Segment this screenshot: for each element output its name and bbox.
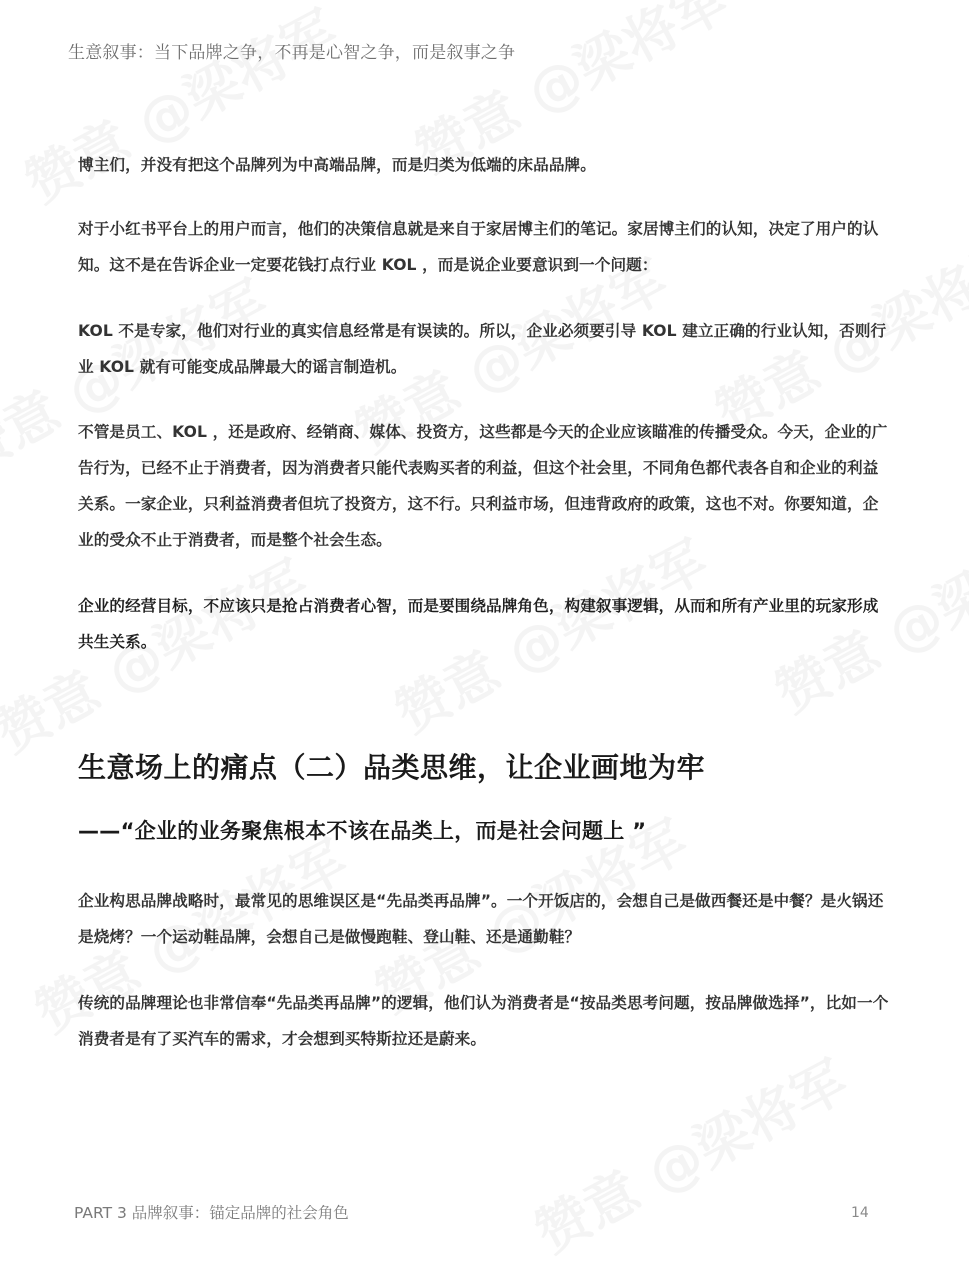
body-paragraph: 对于小红书平台上的用户而言，他们的决策信息就是来自于家居博主们的笔记。家居博主们的认知，决定了用户的认知。这不是在告诉企业一定要花钱打点行业 KOL ，而是说企业要意识到一个问题：: [78, 220, 879, 274]
body-paragraph: 博主们，并没有把这个品牌列为中高端品牌，而是归类为低端的床品品牌。: [78, 156, 596, 174]
footer-chapter: PART 3 品牌叙事：锚定品牌的社会角色: [74, 1204, 349, 1222]
running-header: 生意叙事：当下品牌之争，不再是心智之争，而是叙事之争: [68, 43, 516, 63]
body-paragraph-emphasis: 企业的经营目标，不应该只是抢占消费者心智，而是要围绕品牌角色，构建叙事逻辑，从而和所有产业里的玩家形成共生关系。: [78, 597, 879, 651]
body-paragraph: KOL 不是专家，他们对行业的真实信息经常是有误读的。所以，企业必须要引导 KOL 建立正确的行业认知，否则行业 KOL 就有可能变成品牌最大的谣言制造机。: [78, 322, 887, 376]
page-number: 14: [851, 1205, 869, 1221]
body-paragraph: 不管是员工、KOL ，还是政府、经销商、媒体、投资方，这些都是今天的企业应该瞄准的传播受众。今天，企业的广告行为，已经不止于消费者，因为消费者只能代表购买者的利益，但这个社会里，不同角色都代表各自和企业的利益关系。一家企业，只利益消费者但坑了投资方，这不行。只利益市场，但违背政府的政策，这也不对。你要知道，企业的受众不止于消费者，而是整个社会生态。: [78, 423, 888, 549]
body-paragraph: 企业构思品牌战略时，最常见的思维误区是“先品类再品牌”。一个开饭店的，会想自己是做西餐还是中餐？是火锅还是烧烤？一个运动鞋品牌，会想自己是做慢跑鞋、登山鞋、还是通勤鞋？: [78, 892, 884, 946]
section-heading: 生意场上的痛点（二）品类思维，让企业画地为牢: [78, 751, 706, 784]
watermark-text: [10, 0, 349, 218]
watermark-text: [520, 1039, 859, 1268]
section-subheading: ——“企业的业务聚焦根本不该在品类上，而是社会问题上 ”: [78, 819, 647, 843]
body-paragraph: 传统的品牌理论也非常信奉“先品类再品牌”的逻辑，他们认为消费者是“按品类思考问题，按品牌做选择”，比如一个消费者是有了买汽车的需求，才会想到买特斯拉还是蔚来。: [78, 994, 889, 1048]
